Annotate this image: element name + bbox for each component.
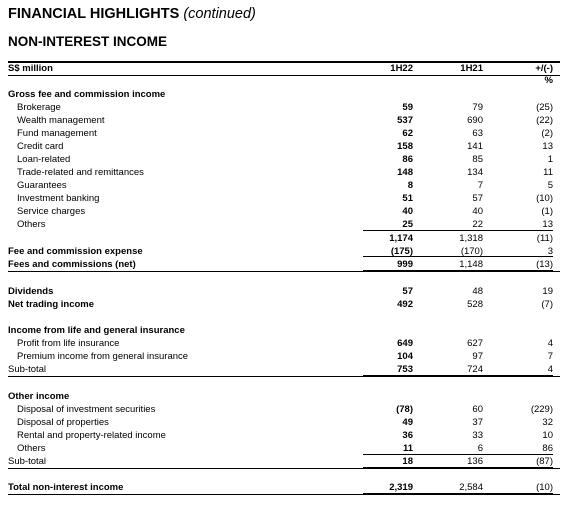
value-1h22: 49: [402, 417, 413, 428]
table-row: [8, 114, 560, 127]
value-1h22: 59: [402, 102, 413, 113]
section-rule: [8, 494, 560, 495]
value-change: 19: [542, 286, 553, 297]
table-row: [8, 429, 560, 442]
value-change: (11): [536, 233, 553, 244]
value-change: (25): [536, 102, 553, 113]
title-continued: (continued): [183, 6, 256, 22]
table-row: [8, 298, 560, 311]
header-bottom-rule: [8, 75, 560, 76]
value-1h21: 724: [467, 364, 483, 375]
title-main: FINANCIAL HIGHLIGHTS: [8, 6, 180, 22]
value-1h22: 51: [402, 193, 413, 204]
figure-rule: [363, 230, 553, 231]
row-label: Gross fee and commission income: [8, 89, 166, 100]
section-title: NON-INTEREST INCOME: [8, 34, 168, 49]
col-header-1h22: 1H22: [390, 63, 413, 74]
table-row: [8, 179, 560, 192]
table-row: [8, 416, 560, 429]
value-1h21: 141: [467, 141, 483, 152]
value-1h22: (78): [396, 404, 413, 415]
row-label: Others: [17, 443, 46, 454]
table-row: [8, 140, 560, 153]
value-1h21: 40: [472, 206, 483, 217]
value-1h22: 62: [402, 128, 413, 139]
value-change: (87): [536, 456, 553, 467]
row-label: Service charges: [17, 206, 86, 217]
value-change: (10): [536, 193, 553, 204]
value-1h21: 37: [472, 417, 483, 428]
section-rule: [8, 376, 560, 377]
value-change: 4: [547, 338, 553, 349]
value-1h22: 57: [402, 286, 413, 297]
section-rule: [8, 468, 560, 469]
table-row: [8, 285, 560, 298]
value-1h22: 11: [402, 443, 413, 454]
table-row: [8, 390, 560, 403]
row-label: Income from life and general insurance: [8, 325, 185, 336]
value-1h22: 537: [397, 115, 413, 126]
row-label: Wealth management: [17, 115, 105, 126]
value-1h21: 60: [472, 404, 483, 415]
value-change: (229): [530, 404, 553, 415]
row-label: Other income: [8, 391, 70, 402]
value-change: 10: [542, 430, 553, 441]
value-1h22: 8: [407, 180, 413, 191]
table-row: [8, 166, 560, 179]
value-1h22: 40: [402, 206, 413, 217]
table-row: [8, 350, 560, 363]
value-change: 1: [547, 154, 553, 165]
row-label: Sub-total: [8, 364, 47, 375]
value-1h21: 528: [467, 299, 483, 310]
value-1h21: 7: [477, 180, 483, 191]
figure-rule: [363, 454, 553, 455]
value-change: (13): [536, 259, 553, 270]
value-change: 5: [547, 180, 553, 191]
row-label: Guarantees: [17, 180, 67, 191]
value-change: 86: [542, 443, 553, 454]
value-1h22: 148: [397, 167, 413, 178]
value-change: (22): [536, 115, 553, 126]
table-row: [8, 127, 560, 140]
value-1h22: 18: [402, 456, 413, 467]
value-1h22: 86: [402, 154, 413, 165]
value-change: 32: [542, 417, 553, 428]
page-title: [8, 6, 256, 22]
row-label: Sub-total: [8, 456, 47, 467]
value-1h22: 753: [397, 364, 413, 375]
value-change: 13: [542, 141, 553, 152]
row-label: Disposal of properties: [17, 417, 109, 428]
table-row: [8, 403, 560, 416]
row-label: Rental and property-related income: [17, 430, 166, 441]
row-label: Fee and commission expense: [8, 246, 143, 257]
value-1h22: 158: [397, 141, 413, 152]
value-1h21: 2,584: [459, 482, 483, 493]
table-row: [8, 337, 560, 350]
row-label: Dividends: [8, 286, 54, 297]
table-row: [8, 324, 560, 337]
value-1h21: 1,148: [459, 259, 483, 270]
table-row: [8, 153, 560, 166]
row-label: Others: [17, 219, 46, 230]
unit-label: S$ million: [8, 63, 53, 74]
value-change: (10): [536, 482, 553, 493]
value-change: 7: [547, 351, 553, 362]
value-1h21: 57: [472, 193, 483, 204]
row-label: Loan-related: [17, 154, 71, 165]
value-change: 4: [547, 364, 553, 375]
value-1h21: 22: [472, 219, 483, 230]
value-1h21: 1,318: [459, 233, 483, 244]
value-1h22: 492: [397, 299, 413, 310]
col-header-change: +/(-): [535, 63, 553, 74]
value-1h22: 25: [402, 219, 413, 230]
row-label: Brokerage: [17, 102, 61, 113]
value-1h21: 63: [472, 128, 483, 139]
row-label: Credit card: [17, 141, 64, 152]
table-row: [8, 192, 560, 205]
value-change: 13: [542, 219, 553, 230]
row-label: Disposal of investment securities: [17, 404, 156, 415]
value-1h22: 104: [397, 351, 413, 362]
value-1h22: 36: [402, 430, 413, 441]
col-header-1h21: 1H21: [460, 63, 483, 74]
col-header-percent: %: [544, 75, 553, 86]
value-1h21: 33: [472, 430, 483, 441]
value-1h22: 2,319: [389, 482, 413, 493]
row-label: Investment banking: [17, 193, 100, 204]
row-label: Net trading income: [8, 299, 95, 310]
row-label: Fees and commissions (net): [8, 259, 136, 270]
figure-rule: [363, 256, 553, 257]
value-change: 3: [547, 246, 553, 257]
value-1h21: 136: [467, 456, 483, 467]
value-1h21: 627: [467, 338, 483, 349]
row-label: Total non-interest income: [8, 482, 124, 493]
value-1h21: 134: [467, 167, 483, 178]
value-1h21: (170): [460, 246, 483, 257]
row-label: Profit from life insurance: [17, 338, 120, 349]
value-1h22: (175): [390, 246, 413, 257]
value-1h21: 85: [472, 154, 483, 165]
value-1h22: 649: [397, 338, 413, 349]
table-row: [8, 205, 560, 218]
value-change: 11: [543, 167, 553, 178]
table-row: [8, 101, 560, 114]
value-1h21: 48: [472, 286, 483, 297]
value-1h21: 6: [477, 443, 483, 454]
value-change: (1): [541, 206, 553, 217]
value-change: (7): [541, 299, 553, 310]
value-change: (2): [541, 128, 553, 139]
value-1h22: 999: [397, 259, 413, 270]
value-1h21: 79: [472, 102, 483, 113]
table-row: [8, 88, 560, 101]
section-rule: [8, 271, 560, 272]
value-1h22: 1,174: [389, 233, 413, 244]
row-label: Fund management: [17, 128, 97, 139]
table-row: [8, 232, 560, 245]
row-label: Premium income from general insurance: [17, 351, 189, 362]
row-label: Trade-related and remittances: [17, 167, 144, 178]
value-1h21: 97: [472, 351, 483, 362]
value-1h21: 690: [467, 115, 483, 126]
